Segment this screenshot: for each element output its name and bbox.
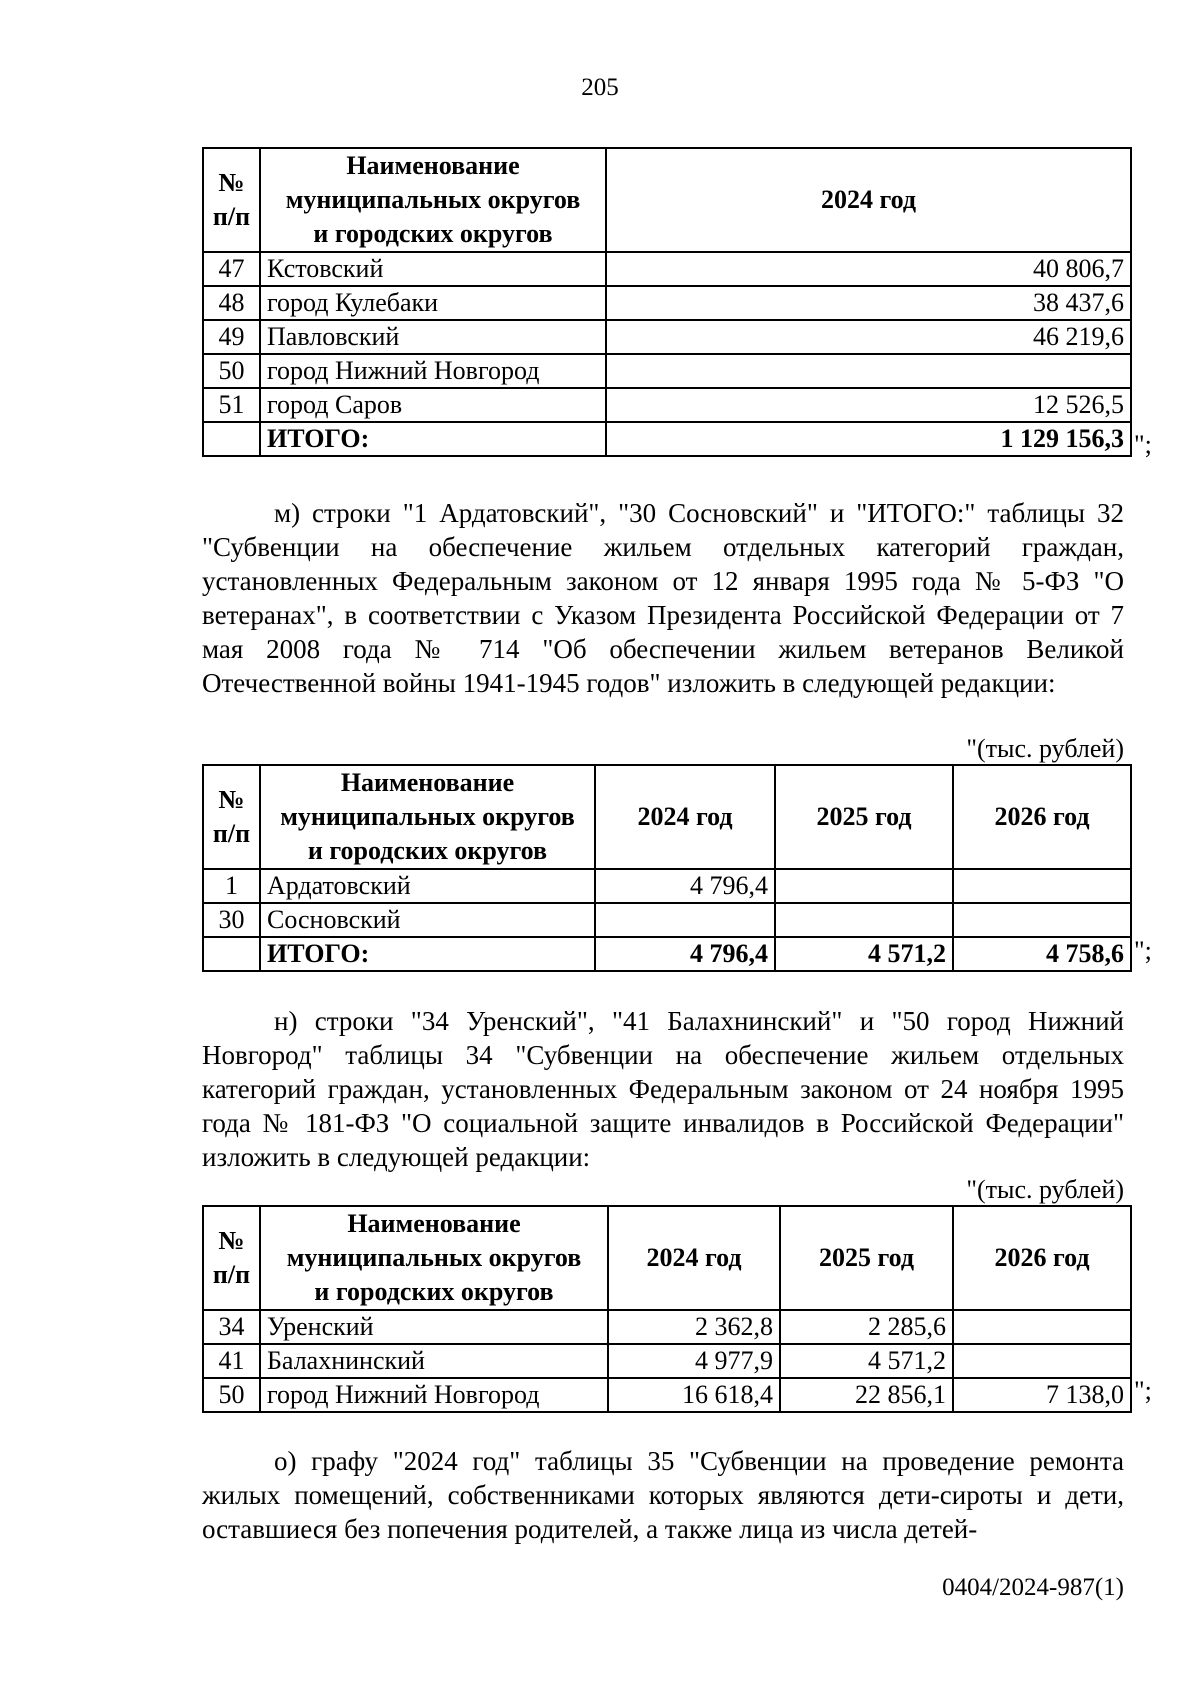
units-label: "(тыс. рублей) — [966, 1175, 1124, 1204]
row-value-2026: 7 138,0 — [953, 1378, 1131, 1412]
header-no: № п/п — [203, 765, 260, 869]
row-value-2024: 38 437,6 — [606, 286, 1131, 320]
total-no — [203, 937, 260, 971]
header-name: Наименование муниципальных округов и городских округов — [260, 765, 595, 869]
row-value-2024 — [606, 354, 1131, 388]
row-value-2026 — [953, 1344, 1131, 1378]
table-row — [203, 1378, 1131, 1412]
total-value-2026: 4 758,6 — [953, 937, 1131, 971]
table-3 — [202, 1205, 1132, 1413]
table-row — [203, 903, 1131, 937]
paragraph-m — [202, 496, 1124, 700]
row-no: 41 — [203, 1344, 260, 1378]
row-value-2024: 46 219,6 — [606, 320, 1131, 354]
row-no: 49 — [203, 320, 260, 354]
header-no: № п/п — [203, 1206, 260, 1310]
row-value-2025: 2 285,6 — [780, 1310, 953, 1344]
table-row — [203, 286, 1131, 320]
header-2024: 2024 год — [595, 765, 775, 869]
page-number: 205 — [581, 74, 619, 101]
row-value-2024: 4 977,9 — [608, 1344, 780, 1378]
row-value-2024: 2 362,8 — [608, 1310, 780, 1344]
row-name: Павловский — [260, 320, 606, 354]
total-row — [203, 422, 1131, 456]
table-2 — [202, 764, 1132, 972]
units-label: "(тыс. рублей) — [966, 734, 1124, 763]
row-name: Сосновский — [260, 903, 595, 937]
row-value-2024 — [595, 903, 775, 937]
header-2024: 2024 год — [608, 1206, 780, 1310]
row-value-2025 — [775, 903, 953, 937]
row-name: город Саров — [260, 388, 606, 422]
paragraph-n — [202, 1004, 1124, 1174]
row-name: город Нижний Новгород — [260, 354, 606, 388]
header-name: Наименование муниципальных округов и городских округов — [260, 148, 606, 252]
header-no: № п/п — [203, 148, 260, 252]
header-2026: 2026 год — [953, 765, 1131, 869]
table-2-header — [203, 765, 1131, 869]
table-row — [203, 1310, 1131, 1344]
row-value-2024: 16 618,4 — [608, 1378, 780, 1412]
total-value-2025: 4 571,2 — [775, 937, 953, 971]
closing-quote: "; — [1134, 936, 1152, 965]
table-1 — [202, 147, 1132, 457]
row-name: Уренский — [260, 1310, 608, 1344]
closing-quote: "; — [1134, 1376, 1152, 1405]
row-no: 1 — [203, 869, 260, 903]
header-2024: 2024 год — [606, 148, 1131, 252]
row-value-2024: 40 806,7 — [606, 252, 1131, 286]
total-value-2024: 4 796,4 — [595, 937, 775, 971]
row-no: 50 — [203, 1378, 260, 1412]
total-label: ИТОГО: — [260, 937, 595, 971]
row-no: 50 — [203, 354, 260, 388]
table-row — [203, 388, 1131, 422]
row-no: 51 — [203, 388, 260, 422]
row-value-2026 — [953, 869, 1131, 903]
row-name: Балахнинский — [260, 1344, 608, 1378]
paragraph-o-text: о) графу "2024 год" таблицы 35 "Субвенции на проведение ремонта жилых помещений, собственниками которых являются дети-сироты и дети, оставшиеся без попечения родителей, а также лица из числа детей- — [202, 1446, 1124, 1544]
table-3-header — [203, 1206, 1131, 1310]
total-row — [203, 937, 1131, 971]
closing-quote: "; — [1134, 430, 1152, 459]
document-code: 0404/2024-987(1) — [942, 1574, 1124, 1601]
total-label: ИТОГО: — [260, 422, 606, 456]
paragraph-m-text: м) строки "1 Ардатовский", "30 Сосновский" и "ИТОГО:" таблицы 32 "Субвенции на обеспечение жильем отдельных категорий граждан, установленных Федеральным законом от 12 января 1995 года № 5-ФЗ "О ветеранах", в соответствии с Указом Президента Российской Федерации от 7 мая 2008 года № 714 "Об обеспечении жильем ветеранов Великой Отечественной войны 1941-1945 годов" изложить в следующей редакции: — [202, 498, 1124, 698]
row-name: город Нижний Новгород — [260, 1378, 608, 1412]
row-name: город Кулебаки — [260, 286, 606, 320]
total-no — [203, 422, 260, 456]
table-row — [203, 354, 1131, 388]
header-2026: 2026 год — [953, 1206, 1131, 1310]
row-value-2025 — [775, 869, 953, 903]
header-2025: 2025 год — [775, 765, 953, 869]
row-name: Ардатовский — [260, 869, 595, 903]
row-no: 48 — [203, 286, 260, 320]
header-name: Наименование муниципальных округов и городских округов — [260, 1206, 608, 1310]
paragraph-o — [202, 1444, 1124, 1546]
paragraph-n-text: н) строки "34 Уренский", "41 Балахнинский" и "50 город Нижний Новгород" таблицы 34 "Субвенции на обеспечение жильем отдельных категорий граждан, установленных Федеральным законом от 24 ноября 1995 года № 181-ФЗ "О социальной защите инвалидов в Российской Федерации" изложить в следующей редакции: — [202, 1006, 1124, 1172]
row-no: 34 — [203, 1310, 260, 1344]
table-row — [203, 1344, 1131, 1378]
header-2025: 2025 год — [780, 1206, 953, 1310]
table-row — [203, 320, 1131, 354]
table-1-header — [203, 148, 1131, 252]
row-value-2024: 4 796,4 — [595, 869, 775, 903]
row-name: Кстовский — [260, 252, 606, 286]
row-no: 30 — [203, 903, 260, 937]
row-value-2026 — [953, 1310, 1131, 1344]
row-no: 47 — [203, 252, 260, 286]
table-row — [203, 869, 1131, 903]
row-value-2025: 4 571,2 — [780, 1344, 953, 1378]
row-value-2026 — [953, 903, 1131, 937]
total-value-2024: 1 129 156,3 — [606, 422, 1131, 456]
row-value-2024: 12 526,5 — [606, 388, 1131, 422]
table-row — [203, 252, 1131, 286]
row-value-2025: 22 856,1 — [780, 1378, 953, 1412]
